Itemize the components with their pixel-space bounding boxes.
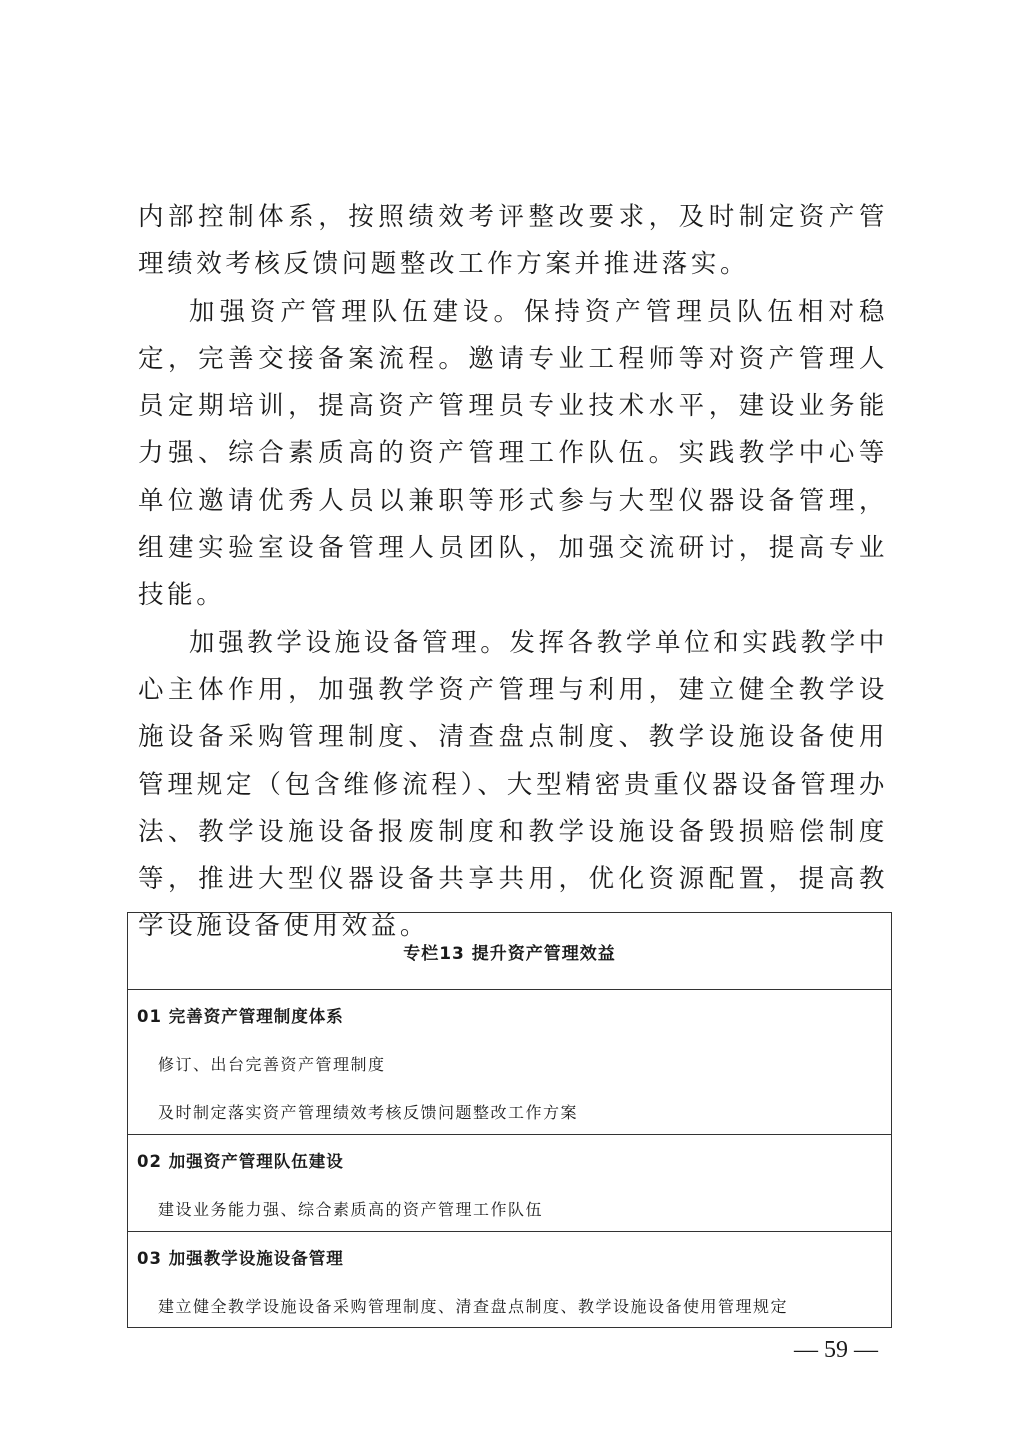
page-number: — 59 — xyxy=(794,1337,878,1363)
section-item: 及时制定落实资产管理绩效考核反馈问题整改工作方案 xyxy=(158,1103,579,1122)
body-text xyxy=(138,194,888,951)
section-03 xyxy=(128,1232,891,1328)
section-heading: 01 完善资产管理制度体系 xyxy=(137,1007,344,1026)
section-item: 建设业务能力强、综合素质高的资产管理工作队伍 xyxy=(158,1200,544,1219)
section-02 xyxy=(128,1135,891,1232)
section-item: 建立健全教学设施设备采购管理制度、清查盘点制度、教学设施设备使用管理规定 xyxy=(158,1297,789,1316)
paragraph-internal-control: 内部控制体系，按照绩效考评整改要求，及时制定资产管理绩效考核反馈问题整改工作方案并推进落实。 xyxy=(138,202,888,280)
section-heading: 02 加强资产管理队伍建设 xyxy=(137,1152,344,1171)
paragraph-teaching-equipment: 加强教学设施设备管理。发挥各教学单位和实践教学中心主体作用，加强教学资产管理与利用，建立健全教学设施设备采购管理制度、清查盘点制度、教学设施设备使用管理规定（包含维修流程）、大型精密贵重仪器设备管理办法、教学设施设备报废制度和教学设施设备毁损赔偿制度等，推进大型仪器设备共享共用，优化资源配置，提高教学设施设备使用效益。 xyxy=(138,627,888,942)
column-box-13 xyxy=(127,912,892,1328)
section-01 xyxy=(128,990,891,1135)
column-box-title: 专栏13 提升资产管理效益 xyxy=(128,913,891,990)
section-heading: 03 加强教学设施设备管理 xyxy=(137,1249,344,1268)
paragraph-asset-team: 加强资产管理队伍建设。保持资产管理员队伍相对稳定，完善交接备案流程。邀请专业工程师等对资产管理人员定期培训，提高资产管理员专业技术水平，建设业务能力强、综合素质高的资产管理工作队伍。实践教学中心等单位邀请优秀人员以兼职等形式参与大型仪器设备管理，组建实验室设备管理人员团队，加强交流研讨，提高专业技能。 xyxy=(138,296,888,611)
section-item: 修订、出台完善资产管理制度 xyxy=(158,1055,386,1074)
